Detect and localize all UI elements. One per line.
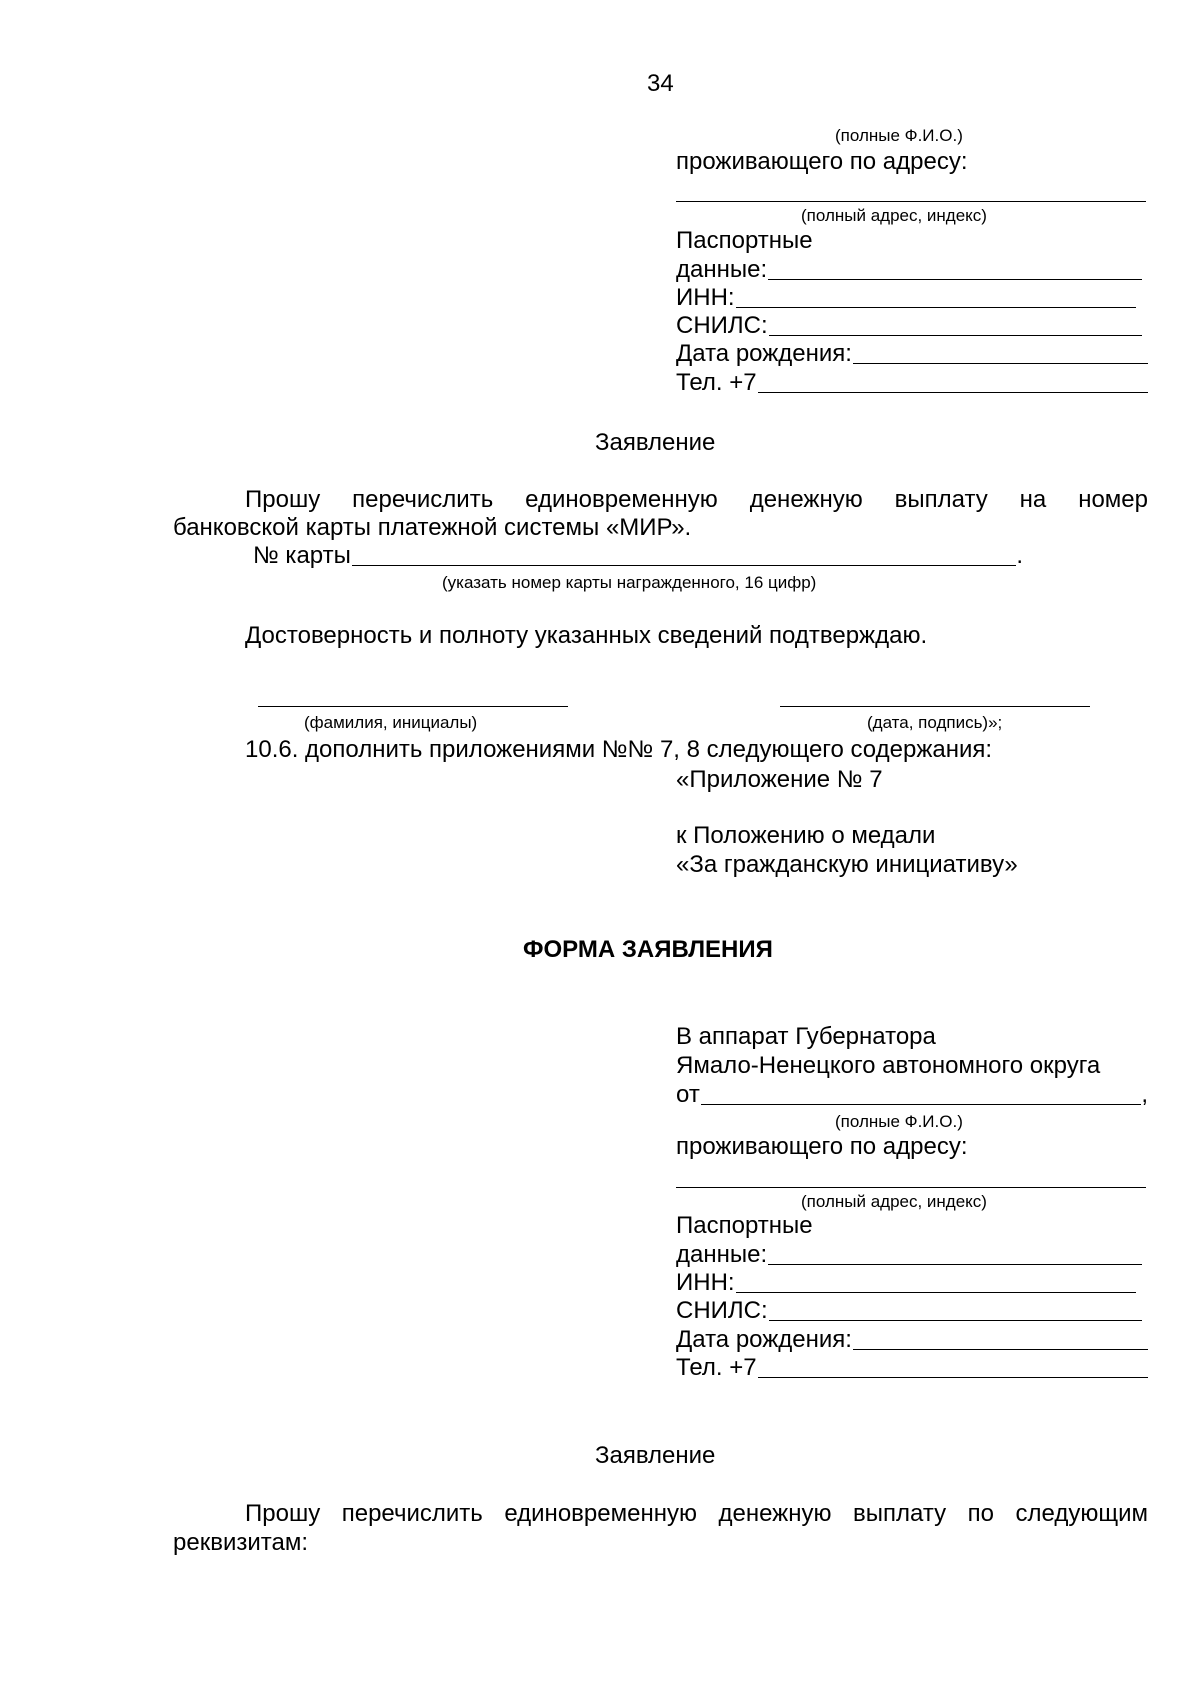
signature-caption-left: (фамилия, инициалы) — [304, 713, 478, 732]
inn-label-2: ИНН: — [676, 1269, 735, 1296]
birth-label-2: Дата рождения: — [676, 1326, 852, 1353]
signature-line-right — [780, 706, 1090, 707]
birth-line — [853, 363, 1148, 364]
fio-caption: (полные Ф.И.О.) — [835, 126, 963, 145]
birth-line-2 — [853, 1349, 1148, 1350]
appendix-ref-line2: «За гражданскую инициативу» — [676, 851, 1018, 878]
fio-caption-2: (полные Ф.И.О.) — [835, 1112, 963, 1131]
phone-field — [676, 369, 1148, 397]
address-line-2 — [676, 1187, 1146, 1188]
passport-line — [768, 279, 1142, 280]
snils-label-2: СНИЛС: — [676, 1297, 768, 1324]
confirmation-text: Достоверность и полноту указанных сведений подтверждаю. — [245, 622, 928, 649]
page-number: 34 — [647, 70, 674, 97]
card-label: № карты — [253, 542, 351, 569]
passport-data-label: данные: — [676, 256, 768, 283]
statement-title: Заявление — [595, 429, 716, 456]
inn-field-2 — [676, 1269, 1136, 1297]
address-line — [676, 201, 1146, 202]
address-label: проживающего по адресу: — [676, 148, 968, 175]
request-text-2-line1: Прошу перечислить единовременную денежную выплату по следующим — [245, 1500, 1148, 1527]
address-label-2: проживающего по адресу: — [676, 1133, 968, 1160]
addressee-line2: Ямало-Ненецкого автономного округа — [676, 1052, 1101, 1079]
inn-line — [736, 307, 1136, 308]
passport-field — [676, 256, 1142, 284]
snils-field — [676, 312, 1142, 340]
addressee-line1: В аппарат Губернатора — [676, 1023, 936, 1050]
passport-label: Паспортные — [676, 227, 813, 254]
card-field — [253, 542, 1023, 570]
card-caption: (указать номер карты награжденного, 16 цифр) — [442, 573, 817, 592]
signature-caption-right: (дата, подпись)»; — [867, 713, 1003, 732]
inn-line-2 — [736, 1292, 1136, 1293]
phone-line-2 — [758, 1377, 1148, 1378]
from-line — [701, 1104, 1142, 1105]
passport-label-2: Паспортные — [676, 1212, 813, 1239]
birth-label: Дата рождения: — [676, 340, 852, 367]
from-field — [676, 1081, 1148, 1109]
from-end: , — [1141, 1081, 1148, 1108]
statement-title-2: Заявление — [595, 1442, 716, 1469]
amendment-text: 10.6. дополнить приложениями №№ 7, 8 следующего содержания: — [245, 736, 993, 763]
passport-data-label-2: данные: — [676, 1241, 768, 1268]
phone-label-2: Тел. +7 — [676, 1354, 757, 1381]
card-line — [352, 565, 1016, 566]
snils-line-2 — [769, 1320, 1142, 1321]
snils-field-2 — [676, 1297, 1142, 1325]
request-text-line2: банковской карты платежной системы «МИР». — [173, 514, 692, 541]
appendix-title: «Приложение № 7 — [676, 766, 883, 793]
passport-line-2 — [768, 1264, 1142, 1265]
phone-field-2 — [676, 1354, 1148, 1382]
phone-label: Тел. +7 — [676, 369, 757, 396]
birth-field-2 — [676, 1326, 1148, 1354]
card-end: . — [1016, 542, 1023, 569]
passport-field-2 — [676, 1241, 1142, 1269]
inn-label: ИНН: — [676, 284, 735, 311]
birth-field — [676, 340, 1148, 368]
phone-line — [758, 392, 1148, 393]
appendix-ref-line1: к Положению о медали — [676, 822, 936, 849]
from-label: от — [676, 1081, 700, 1108]
address-caption: (полный адрес, индекс) — [801, 206, 987, 225]
request-text-2-line2: реквизитам: — [173, 1529, 308, 1556]
snils-line — [769, 335, 1142, 336]
request-text-line1: Прошу перечислить единовременную денежную выплату на номер — [245, 486, 1148, 513]
snils-label: СНИЛС: — [676, 312, 768, 339]
signature-line-left — [258, 706, 568, 707]
form-heading: ФОРМА ЗАЯВЛЕНИЯ — [523, 936, 773, 963]
inn-field — [676, 284, 1136, 312]
address-caption-2: (полный адрес, индекс) — [801, 1192, 987, 1211]
